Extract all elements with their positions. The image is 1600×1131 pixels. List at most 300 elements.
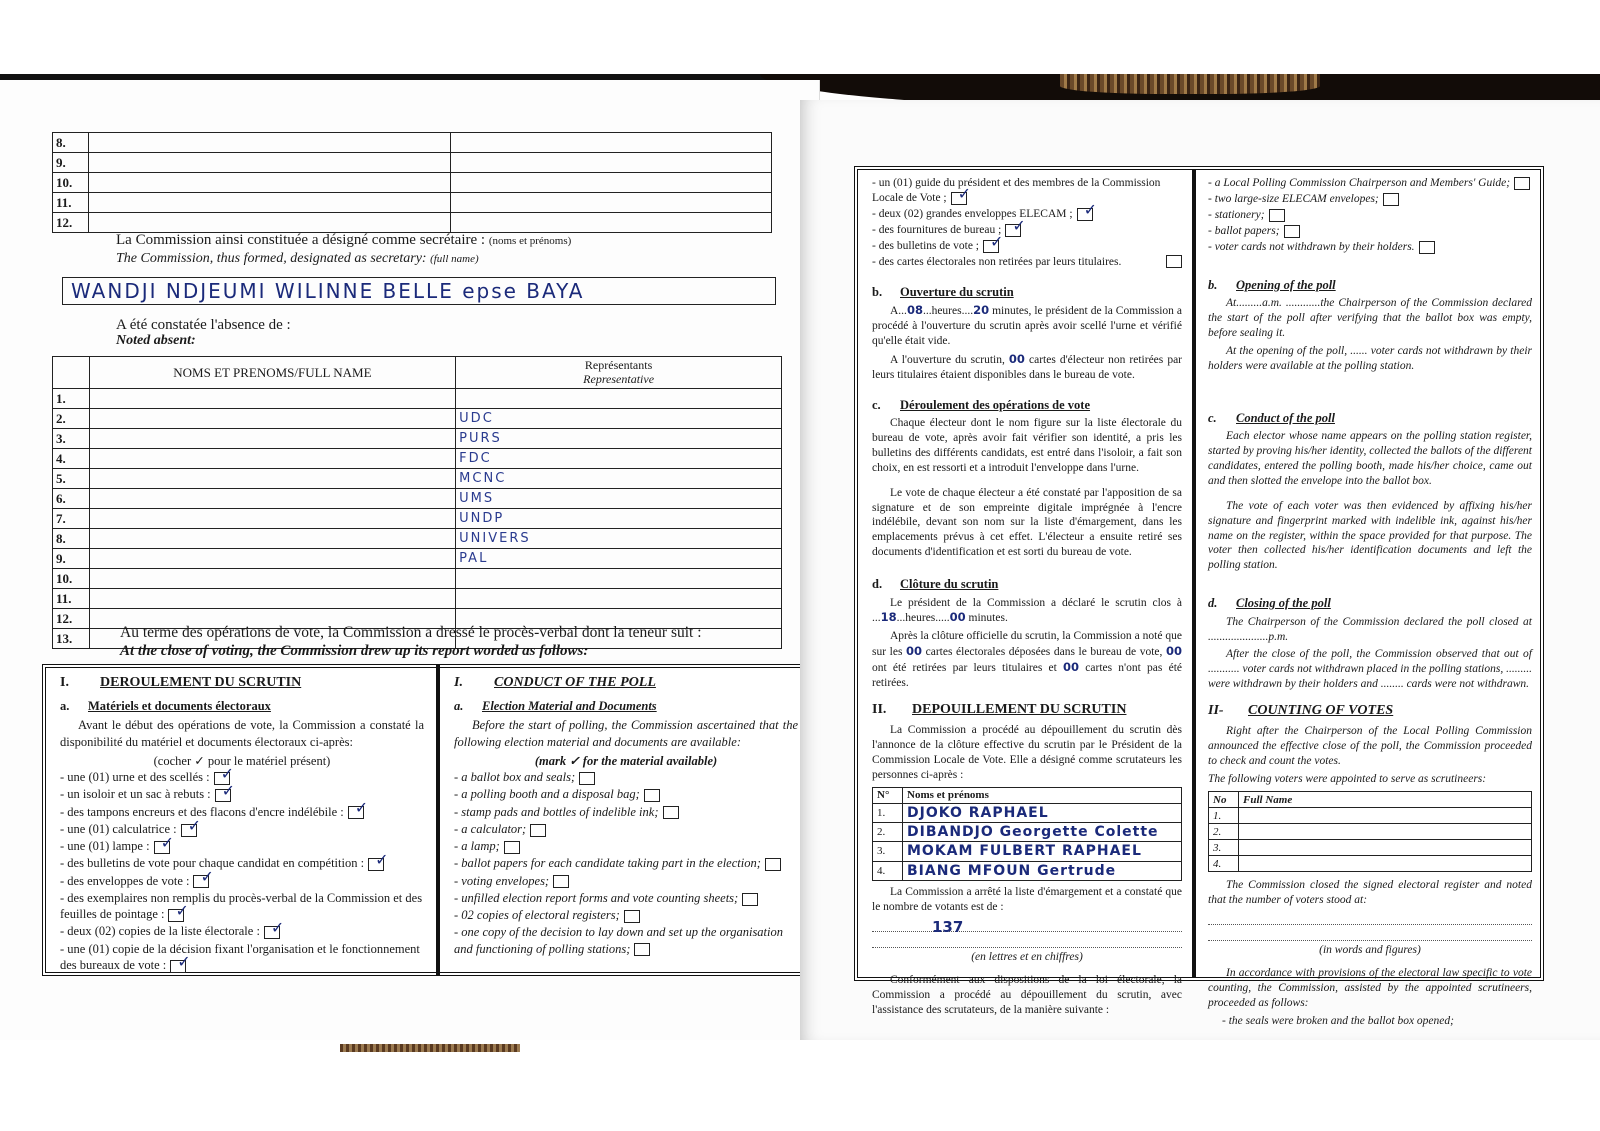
checkbox[interactable] [1166,255,1182,268]
checkbox[interactable] [742,893,758,906]
section-title-text: COUNTING OF VOTES [1248,703,1394,719]
rep-cell [450,213,771,233]
label-hint: (full name) [430,253,479,265]
subsection-letter: b. [872,284,883,299]
subsection-title [872,284,1182,300]
name-cell[interactable] [89,449,456,469]
rep-cell [450,193,771,213]
section-title [872,701,1182,719]
counting-intro: La Commission a procédé au dépouillement du scrutin dès l'annonce de la clôture effective du scrutin par le Président de la Commission Locale de Vote. Elle a désigné comme scrutateurs les personnes ci-après : [872,724,1182,782]
row-number: 10. [53,173,89,193]
row-number: 12. [53,213,89,233]
opening-hour-field[interactable]: 08 [906,302,923,317]
subsection-title [1208,277,1532,293]
list-item [60,873,424,889]
voters-count-field-line2[interactable] [1208,927,1532,941]
checkbox[interactable] [663,806,679,819]
section-title-text: DEROULEMENT DU SCRUTIN [100,675,302,690]
checkbox[interactable] [215,789,231,802]
table-row [53,489,782,509]
row-number: 6. [53,489,90,509]
voters-count-value: 137 [932,917,964,936]
table-row [873,842,1182,861]
name-cell[interactable] [89,569,456,589]
list-item [454,838,798,854]
absent-label-en: Noted absent: [116,333,196,348]
row-number: 3. [53,429,90,449]
list-item [60,769,424,785]
table-row [53,389,782,409]
list-item [60,890,424,923]
rep-cell [450,133,771,153]
voters-count-hint: (en lettres et en chiffres) [971,950,1083,963]
header-num: N° [873,788,903,804]
list-item [872,255,1182,270]
list-item [60,941,424,974]
column-divider [436,664,440,976]
counting-intro: Right after the Chairperson of the Local Polling Commission announced the effective close of the poll, the Commission proceeded to check and count the votes. [1208,725,1532,768]
voters-count-label: La Commission a arrêté la liste d'émargement et a constaté que le nombre de votants est de : [872,885,1182,913]
opening-cards-paragraph [872,352,1182,383]
conduct-paragraph-1: Chaque électeur dont le nom figure sur la liste électorale du bureau de vote, après avoir fait vérifier son identité, a pris les bulletins des différents candidats, est entré dans l'isoloir, a fait son choix, en est ressorti et a introduit l'enveloppe dans l'urne. [872,416,1182,474]
row-number: 3. [1209,840,1239,856]
scrutineers-label: The following voters were appointed to serve as scrutineers: [1208,773,1487,786]
header-rep-en: Representative [583,371,655,386]
section-fr-right [862,170,1192,1026]
row-number: 10. [53,569,90,589]
list-item [60,786,424,802]
scrutineer-name[interactable] [1239,808,1532,824]
instruction: (cocher ✓ pour le matériel présent) [153,753,331,768]
absent-table [52,356,782,649]
section-roman: II. [872,702,887,718]
row-number: 2. [53,409,90,429]
item-label: - unfilled election report forms and vote counting sheets; [454,890,739,905]
instruction: (mark ✓ for the material available) [534,753,718,768]
scrutineers-table-en [1208,791,1532,872]
row-number: 7. [53,509,90,529]
table-row [53,529,782,549]
scrutineer-name[interactable] [1239,840,1532,856]
checkbox[interactable] [1514,177,1530,190]
list-item [454,821,798,837]
subsection-title-text: Ouverture du scrutin [900,284,1014,299]
name-cell[interactable] [89,589,456,609]
row-number: 4. [53,449,90,469]
list-item [454,786,798,802]
row-number: 2. [873,823,903,842]
closing-hour-field[interactable]: 18 [880,610,897,625]
header-rep [456,357,782,389]
header-name: Noms et prénoms [903,788,1182,804]
name-cell[interactable] [89,429,456,449]
table-row [53,173,772,193]
subsection-letter: a. [454,699,464,714]
name-cell[interactable] [89,509,456,529]
name-cell[interactable] [89,389,456,409]
scrutineer-name[interactable] [1239,824,1532,840]
item-label: - a lamp; [454,839,500,854]
list-item [454,804,798,820]
header-num [53,357,90,389]
rep-cell[interactable]: UNDP [456,509,782,529]
text: cartes n'ont pas été retirées. [872,662,1182,690]
item-label: - deux (02) copies de la liste électorale : [60,924,260,939]
rep-cell[interactable]: UNIVERS [456,529,782,549]
item-label: - voting envelopes; [454,873,550,888]
table-row [53,509,782,529]
cards-withdrawn-field[interactable]: 00 [1166,644,1183,659]
row-number: 4. [873,861,903,880]
list-item [872,223,1182,238]
label-text: La Commission ainsi constituée a désigné comme secrétaire : [116,232,486,248]
item-label: - une (01) copie de la décision fixant l'organisation et le fonctionnement des bureaux de vote : [60,941,420,972]
subsection-title-text: Conduct of the poll [1236,410,1335,425]
item-label: - des cartes électorales non retirées par leurs titulaires. [872,255,1122,268]
text: minutes. [968,612,1008,625]
item-label: - des bulletins de vote pour chaque candidat en compétition : [60,856,365,871]
item-label: - stamp pads and bottles of indelible ink; [454,804,659,819]
table-row [1209,824,1532,840]
voters-count-field[interactable] [1208,911,1532,925]
counting-procedure-text: Conformément aux dispositions de la loi électorale, la Commission a procédé au dépouillement du scrutin, avec l'assistance des scrutateurs, de la manière suivante : [872,973,1182,1016]
checkbox[interactable] [154,841,170,854]
list-item [872,239,1182,254]
scrutineer-name[interactable]: DJOKO RAPHAEL [903,804,1182,823]
material-list-en-cont [1208,176,1532,255]
label-text: The Commission, thus formed, designated as secretary: [116,251,427,266]
section-title [1208,702,1532,720]
table-row [1209,856,1532,872]
rep-cell[interactable] [456,389,782,409]
item-label: - a Local Polling Commission Chairperson and Members' Guide; [1208,177,1511,189]
closing-paragraph [872,596,1182,627]
item-label: - un (01) guide du président et des membres de la Commission Locale de Vote ; [872,177,1161,204]
material-list-fr [60,769,424,973]
scrutineer-name[interactable]: DIBANDJO Georgette Colette [903,823,1182,842]
text: ...heures..... [896,612,950,625]
rep-cell [450,153,771,173]
subsection-letter: c. [872,397,881,412]
rep-cell [450,173,771,193]
list-item [454,907,798,923]
table-header-row [53,357,782,389]
item-label: - a calculator; [454,821,527,836]
subsection-letter: d. [1208,596,1218,611]
row-number: 2. [1209,824,1239,840]
row-number: 4. [1209,856,1239,872]
text: A l'ouverture du scrutin, [890,353,1005,366]
name-cell[interactable] [89,529,456,549]
checkbox[interactable] [530,824,546,837]
column-divider [1192,170,1196,978]
section-title [60,674,424,692]
subsection-title-text: Election Material and Documents [482,699,657,714]
subsection-letter: d. [872,577,883,592]
cards-deposited-field[interactable]: 00 [906,644,923,659]
conduct-paragraph-2: The vote of each voter was then evidenced by affixing his/her signature and fingerprint marked with indelible ink, against his/her name on the register, within the space provided for that purpose. The voter then collected his/her identification documents and left the polling station. [1208,499,1532,572]
counting-procedure-text: In accordance with provisions of the electoral law specific to vote counting, the Commission, assisted by the appointed scrutineers, proceeded as follows: [1208,967,1532,1009]
table-row [53,569,782,589]
header-rep-fr: Représentants [584,358,653,373]
row-number: 3. [873,842,903,861]
checkbox[interactable] [348,806,364,819]
list-item [872,176,1182,206]
item-label: - a ballot box and seals; [454,770,576,785]
name-cell[interactable] [89,549,456,569]
checkbox[interactable] [368,858,384,871]
table-row [873,861,1182,880]
closing-intro-en: At the close of voting, the Commission drew up its report worded as follows: [120,643,589,659]
table-row [1209,840,1532,856]
desk-wood-bottom [340,1044,520,1052]
table-row [53,449,782,469]
list-item [872,207,1182,222]
list-item [1208,240,1532,255]
checkbox[interactable] [168,909,184,922]
rep-cell[interactable] [456,569,782,589]
subsection-title-text: Opening of the poll [1236,277,1336,292]
table-row [53,429,782,449]
checkbox[interactable] [1269,209,1285,222]
scrutineer-name[interactable]: MOKAM FULBERT RAPHAEL [903,842,1182,861]
item-label: - une (01) lampe : [60,839,150,854]
secretary-label-fr [116,232,571,249]
name-cell[interactable] [89,409,456,429]
cards-not-withdrawn-field[interactable]: 00 [1063,660,1080,675]
header-name: Full Name [1239,792,1532,808]
section-intro: Avant le début des opérations de vote, la Commission a constaté la disponibilité du matériel et documents électoraux ci-après: [60,718,424,749]
counting-step: - the seals were broken and the ballot box opened; [1222,1014,1454,1027]
material-list-en [454,769,798,957]
subsection-title [872,576,1182,592]
item-label: - ballot papers; [1208,224,1280,237]
item-label: - des exemplaires non remplis du procès-verbal de la Commission et des feuilles de pointage : [60,890,423,922]
row-number: 1. [1209,808,1239,824]
list-item [60,855,424,871]
members-table-tail [52,132,772,233]
opening-paragraph: At.........a.m. ............the Chairperson of the Commission declared the start of the poll after verifying that the ballot box was empty, before sealing it. [1208,296,1532,339]
header-name: NOMS ET PRENOMS/FULL NAME [89,357,456,389]
text: Après la clôture officielle du scrutin, la Commission a noté que sur les [872,630,1182,659]
list-item [454,769,798,785]
list-item [454,924,798,957]
rep-cell[interactable]: PAL [456,549,782,569]
section-roman: I. [60,675,69,690]
opening-minutes-field[interactable]: 20 [973,302,990,317]
section-title [454,674,798,692]
section-intro: Before the start of polling, the Commission ascertained that the following election material and documents are available: [454,718,798,749]
text: ont été retirées par leurs titulaires et [872,662,1057,675]
list-item [1208,208,1532,223]
checkbox[interactable] [170,960,186,973]
header-num: No [1209,792,1239,808]
checkbox[interactable] [181,824,197,837]
section-title-text: CONDUCT OF THE POLL [494,675,656,690]
row-number: 11. [53,589,90,609]
row-number: 1. [53,389,90,409]
opening-cards-paragraph: At the opening of the poll, ...... voter cards not withdrawn by their holders were available at the polling station. [1208,344,1532,372]
text: A... [890,304,907,317]
item-label: - ballot papers for each candidate taking part in the election; [454,856,761,871]
voters-count-field[interactable] [872,917,1182,936]
text: ...heures.... [922,304,974,317]
subsection-title-text: Déroulement des opérations de vote [900,397,1091,412]
scrutineer-name[interactable]: BIANG MFOUN Gertrude [903,861,1182,880]
rep-cell[interactable] [456,589,782,609]
conduct-paragraph-2: Le vote de chaque électeur a été constaté par l'apposition de sa signature et de son empreinte digitale imprégnée à l'encre indélébile, devant son nom sur la liste d'émargement, dans les emplacements prévus à cet effet. L'électeur a ensuite retiré ses documents d'identification et est sorti du bureau de vote. [872,486,1182,559]
name-cell[interactable] [89,489,456,509]
checkbox[interactable] [1419,241,1435,254]
text: minutes, le président de la Commission a procédé à l'ouverture du scrutin après avoir scellé l'urne et vérifié qu'elle était vide. [872,304,1183,347]
name-cell [89,173,451,193]
checkbox[interactable] [193,875,209,888]
table-header-row [1209,792,1532,808]
row-number: 9. [53,549,90,569]
item-label: - deux (02) grandes enveloppes ELECAM ; [872,207,1073,220]
row-number: 8. [53,529,90,549]
list-item [60,804,424,820]
closing-cards-paragraph: After the close of the poll, the Commission observed that out of ........... voter cards not withdrawn placed in the polling stations, ......... were withdrawn by their holders and ........ cards were not withdrawn. [1208,648,1532,691]
name-cell [89,213,451,233]
checkbox[interactable] [504,841,520,854]
table-row [53,133,772,153]
row-number: 11. [53,193,89,213]
text: Le président de la Commission a déclaré le scrutin clos à ... [872,596,1182,625]
desk-wood [1060,74,1320,94]
list-item [454,890,798,906]
closing-intro-fr: Au terme des opérations de vote, la Commission a dressé le procès-verbal dont la teneur suit : [120,624,702,641]
checkbox[interactable] [1383,193,1399,206]
item-label: - 02 copies of electoral registers; [454,908,620,923]
checkbox[interactable] [951,192,967,205]
closing-cards-paragraph [872,629,1182,691]
item-label: - one copy of the decision to lay down and set up the organisation and functioning of polling stations; [454,925,784,956]
checkbox[interactable] [264,926,280,939]
checkbox[interactable] [644,789,660,802]
table-row [873,823,1182,842]
subsection-title [454,698,798,714]
name-cell[interactable] [89,469,456,489]
section-en-right [1198,170,1542,1035]
subsection-title-text: Clôture du scrutin [900,577,999,592]
subsection-title [60,698,424,714]
table-row [873,804,1182,823]
table-row [53,469,782,489]
item-label: - une (01) urne et des scellés : [60,770,210,785]
rep-cell[interactable]: PURS [456,429,782,449]
row-number: 1. [873,804,903,823]
section-title-text: DEPOUILLEMENT DU SCRUTIN [912,702,1127,718]
section-roman: II- [1208,703,1224,719]
subsection-title [1208,595,1532,611]
secretary-label-en [116,251,479,267]
row-number: 9. [53,153,89,173]
list-item [1208,192,1532,207]
item-label: - voter cards not withdrawn by their holders. [1208,240,1415,253]
list-item [1208,224,1532,239]
subsection-letter: c. [1208,410,1217,425]
rep-cell[interactable]: UMS [456,489,782,509]
closing-minutes-field[interactable]: 00 [949,610,966,625]
scrutineer-name[interactable] [1239,856,1532,872]
absent-label-fr: A été constatée l'absence de : [116,317,291,333]
item-label: - des enveloppes de vote : [60,873,190,888]
checkbox[interactable] [553,875,569,888]
item-label: - des tampons encreurs et des flacons d'encre indélébile : [60,804,344,819]
section-en-conduct [444,668,808,964]
list-item [60,821,424,837]
checkbox[interactable] [1284,225,1300,238]
text: cartes électorales déposées dans le bureau de vote, [925,646,1163,659]
voters-count-label: The Commission closed the signed electoral register and noted that the number of voters stood at: [1208,879,1532,907]
checkbox[interactable] [765,858,781,871]
text: cartes d'électeur non retirées par leurs titulaires étaient disponibles dans le bureau de vote. [872,353,1182,381]
list-item [454,855,798,871]
list-item [60,838,424,854]
rep-cell[interactable]: MCNC [456,469,782,489]
item-label: - two large-size ELECAM envelopes; [1208,192,1379,205]
subsection-title-text: Closing of the poll [1236,596,1331,611]
subsection-title [872,397,1182,413]
list-item [1208,176,1532,191]
checkbox[interactable] [634,943,650,956]
list-item [60,923,424,939]
checkbox[interactable] [1077,208,1093,221]
table-row [53,409,782,429]
item-label: - une (01) calculatrice : [60,821,177,836]
table-header-row [873,788,1182,804]
item-label: - a polling booth and a disposal bag; [454,787,640,802]
subsection-title [1208,410,1532,426]
voters-count-hint: (in words and figures) [1319,944,1421,957]
item-label: - des bulletins de vote ; [872,239,979,252]
table-row [53,589,782,609]
opening-cards-field[interactable]: 00 [1008,351,1025,366]
table-row [53,213,772,233]
table-row [53,549,782,569]
subsection-title-text: Matériels et documents électoraux [88,699,271,714]
row-number: 8. [53,133,89,153]
subsection-letter: b. [1208,277,1218,292]
rep-cell[interactable]: FDC [456,449,782,469]
secretary-name-field[interactable]: WANDJI NDJEUMI WILINNE BELLE epse BAYA [62,277,776,305]
name-cell [89,153,451,173]
section-roman: I. [454,675,463,690]
checkbox[interactable] [1005,224,1021,237]
checkbox[interactable] [624,910,640,923]
name-cell [89,133,451,153]
closing-paragraph: The Chairperson of the Commission declared the poll closed at .....................p.m. [1208,615,1532,643]
rep-cell[interactable]: UDC [456,409,782,429]
table-row [53,193,772,213]
row-number: 5. [53,469,90,489]
checkbox[interactable] [579,772,595,785]
conduct-paragraph-1: Each elector whose name appears on the polling station register, started by proving his/her identity, collected the ballots of the different candidates, entered the polling booth, made his/her choice, came out and then slotted the envelope into the ballot box. [1208,429,1532,487]
row-number: 13. [53,629,90,649]
row-number: 12. [53,609,90,629]
opening-paragraph [872,303,1182,349]
name-cell [89,193,451,213]
item-label: - stationery; [1208,208,1265,221]
scrutineers-table-fr [872,787,1182,881]
item-label: - un isoloir et un sac à rebuts : [60,787,211,802]
section-fr-conduct [50,668,434,980]
material-list-fr-cont [872,176,1182,270]
voters-count-field-line2[interactable] [872,934,1182,948]
checkbox[interactable] [983,240,999,253]
list-item [454,873,798,889]
